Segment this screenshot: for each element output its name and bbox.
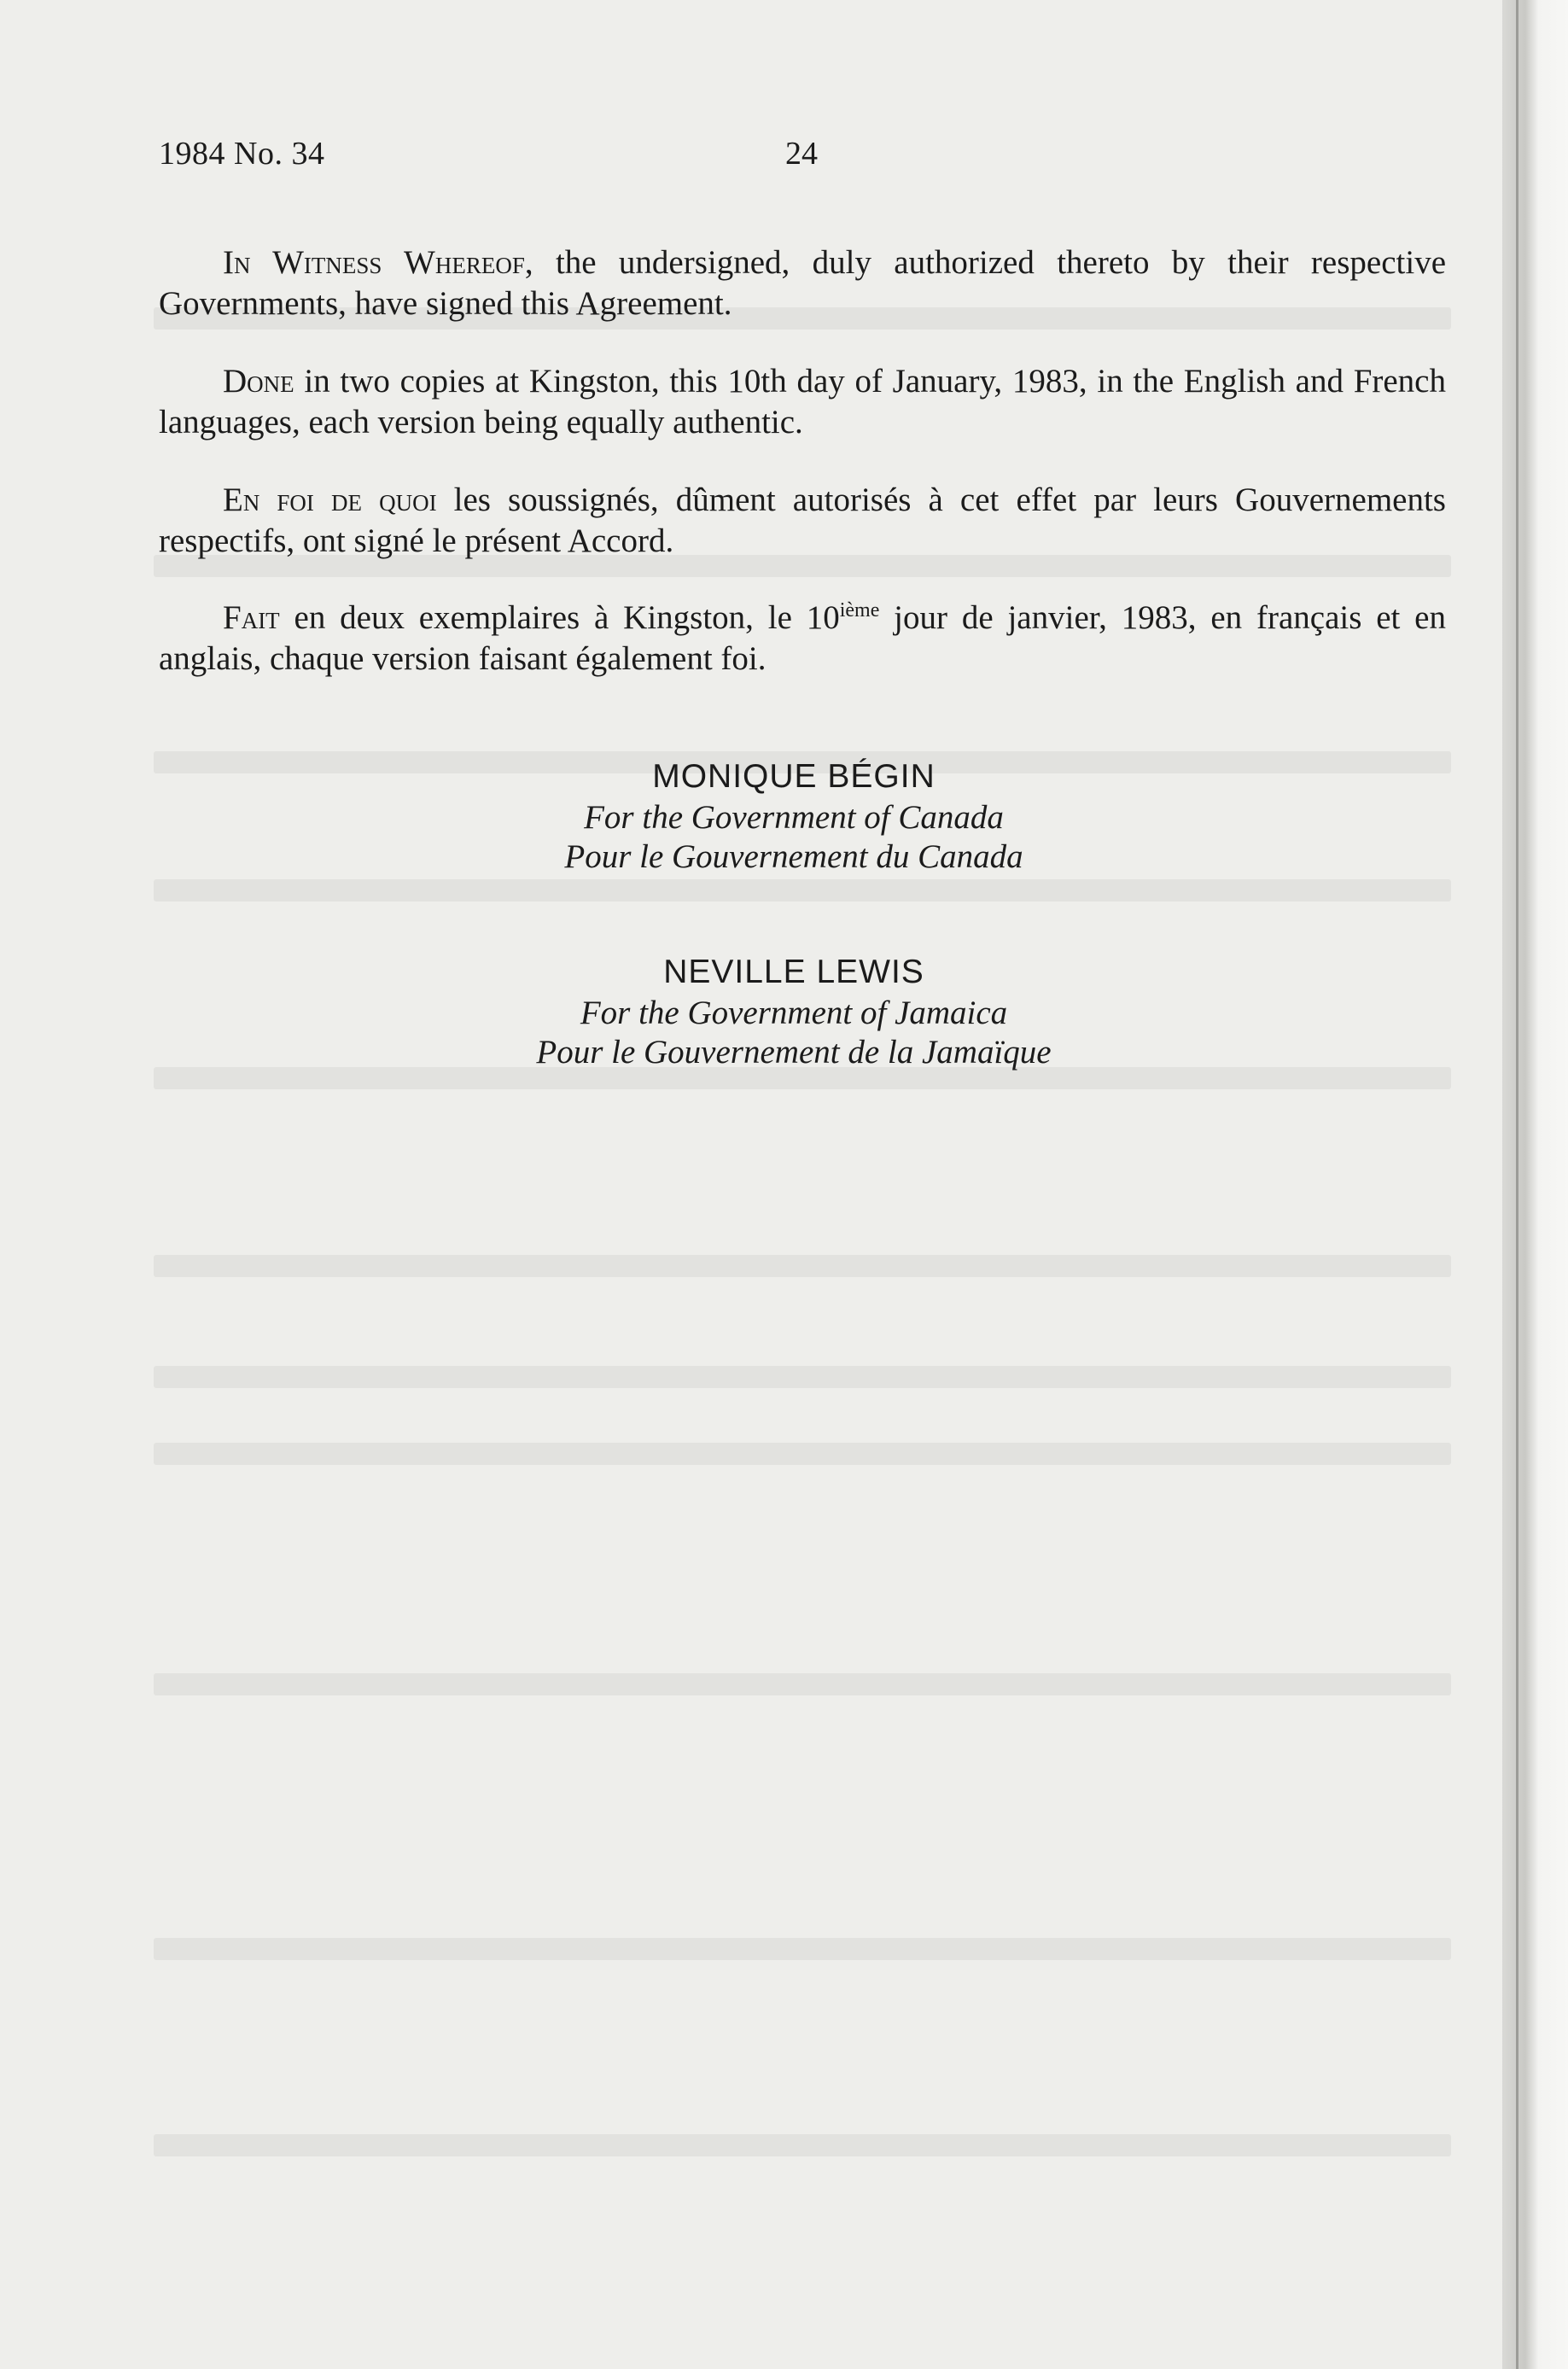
show-through — [154, 1938, 1451, 1960]
page-binding-line — [1516, 0, 1518, 2369]
ordinal-superscript: ième — [839, 599, 880, 621]
page-number: 24 — [785, 136, 818, 172]
signatory-role-french: Pour le Gouvernement de la Jamaïque — [536, 1034, 1052, 1071]
show-through — [154, 1443, 1451, 1465]
witness-paragraph-french — [159, 480, 1446, 562]
signature-block-jamaica — [427, 951, 1161, 1072]
paragraph-text: en deux exemplaires à Kingston, le 10 — [279, 599, 840, 636]
paragraph-lead: Fait — [223, 599, 280, 636]
show-through — [154, 1255, 1451, 1277]
signatory-role-french: Pour le Gouvernement du Canada — [564, 838, 1023, 875]
done-paragraph-french — [159, 598, 1446, 680]
paragraph-lead: In Witness Whereof, — [223, 244, 533, 281]
signatory-name: MONIQUE BÉGIN — [652, 758, 936, 795]
paragraph-text: the undersigned, duly authorized thereto by their respective Governments, have signed this Agreement. — [159, 244, 1446, 322]
signatory-role-english: For the Government of Canada — [584, 799, 1004, 836]
show-through — [154, 1673, 1451, 1695]
paragraph-lead: En foi de quoi — [223, 481, 437, 518]
paragraph-text: jour de janvier, 1983, en français et en anglais, chaque version faisant également foi. — [159, 599, 1446, 677]
done-paragraph-english — [159, 361, 1446, 443]
witness-paragraph-english — [159, 242, 1446, 324]
show-through — [154, 2134, 1451, 2156]
show-through — [154, 1366, 1451, 1388]
document-reference: 1984 No. 34 — [159, 136, 325, 172]
page-edge — [1502, 0, 1568, 2369]
signatory-name: NEVILLE LEWIS — [663, 954, 924, 990]
signature-block-canada — [427, 756, 1161, 877]
paragraph-text: les soussignés, dûment autorisés à cet effet par leurs Gouvernements respectifs, ont signé le présent Accord. — [159, 481, 1446, 559]
paragraph-lead: Done — [223, 363, 294, 400]
show-through — [154, 879, 1451, 902]
paragraph-text: in two copies at Kingston, this 10th day of January, 1983, in the English and French languages, each version being equally authentic. — [159, 363, 1446, 441]
signatory-role-english: For the Government of Jamaica — [580, 995, 1008, 1031]
